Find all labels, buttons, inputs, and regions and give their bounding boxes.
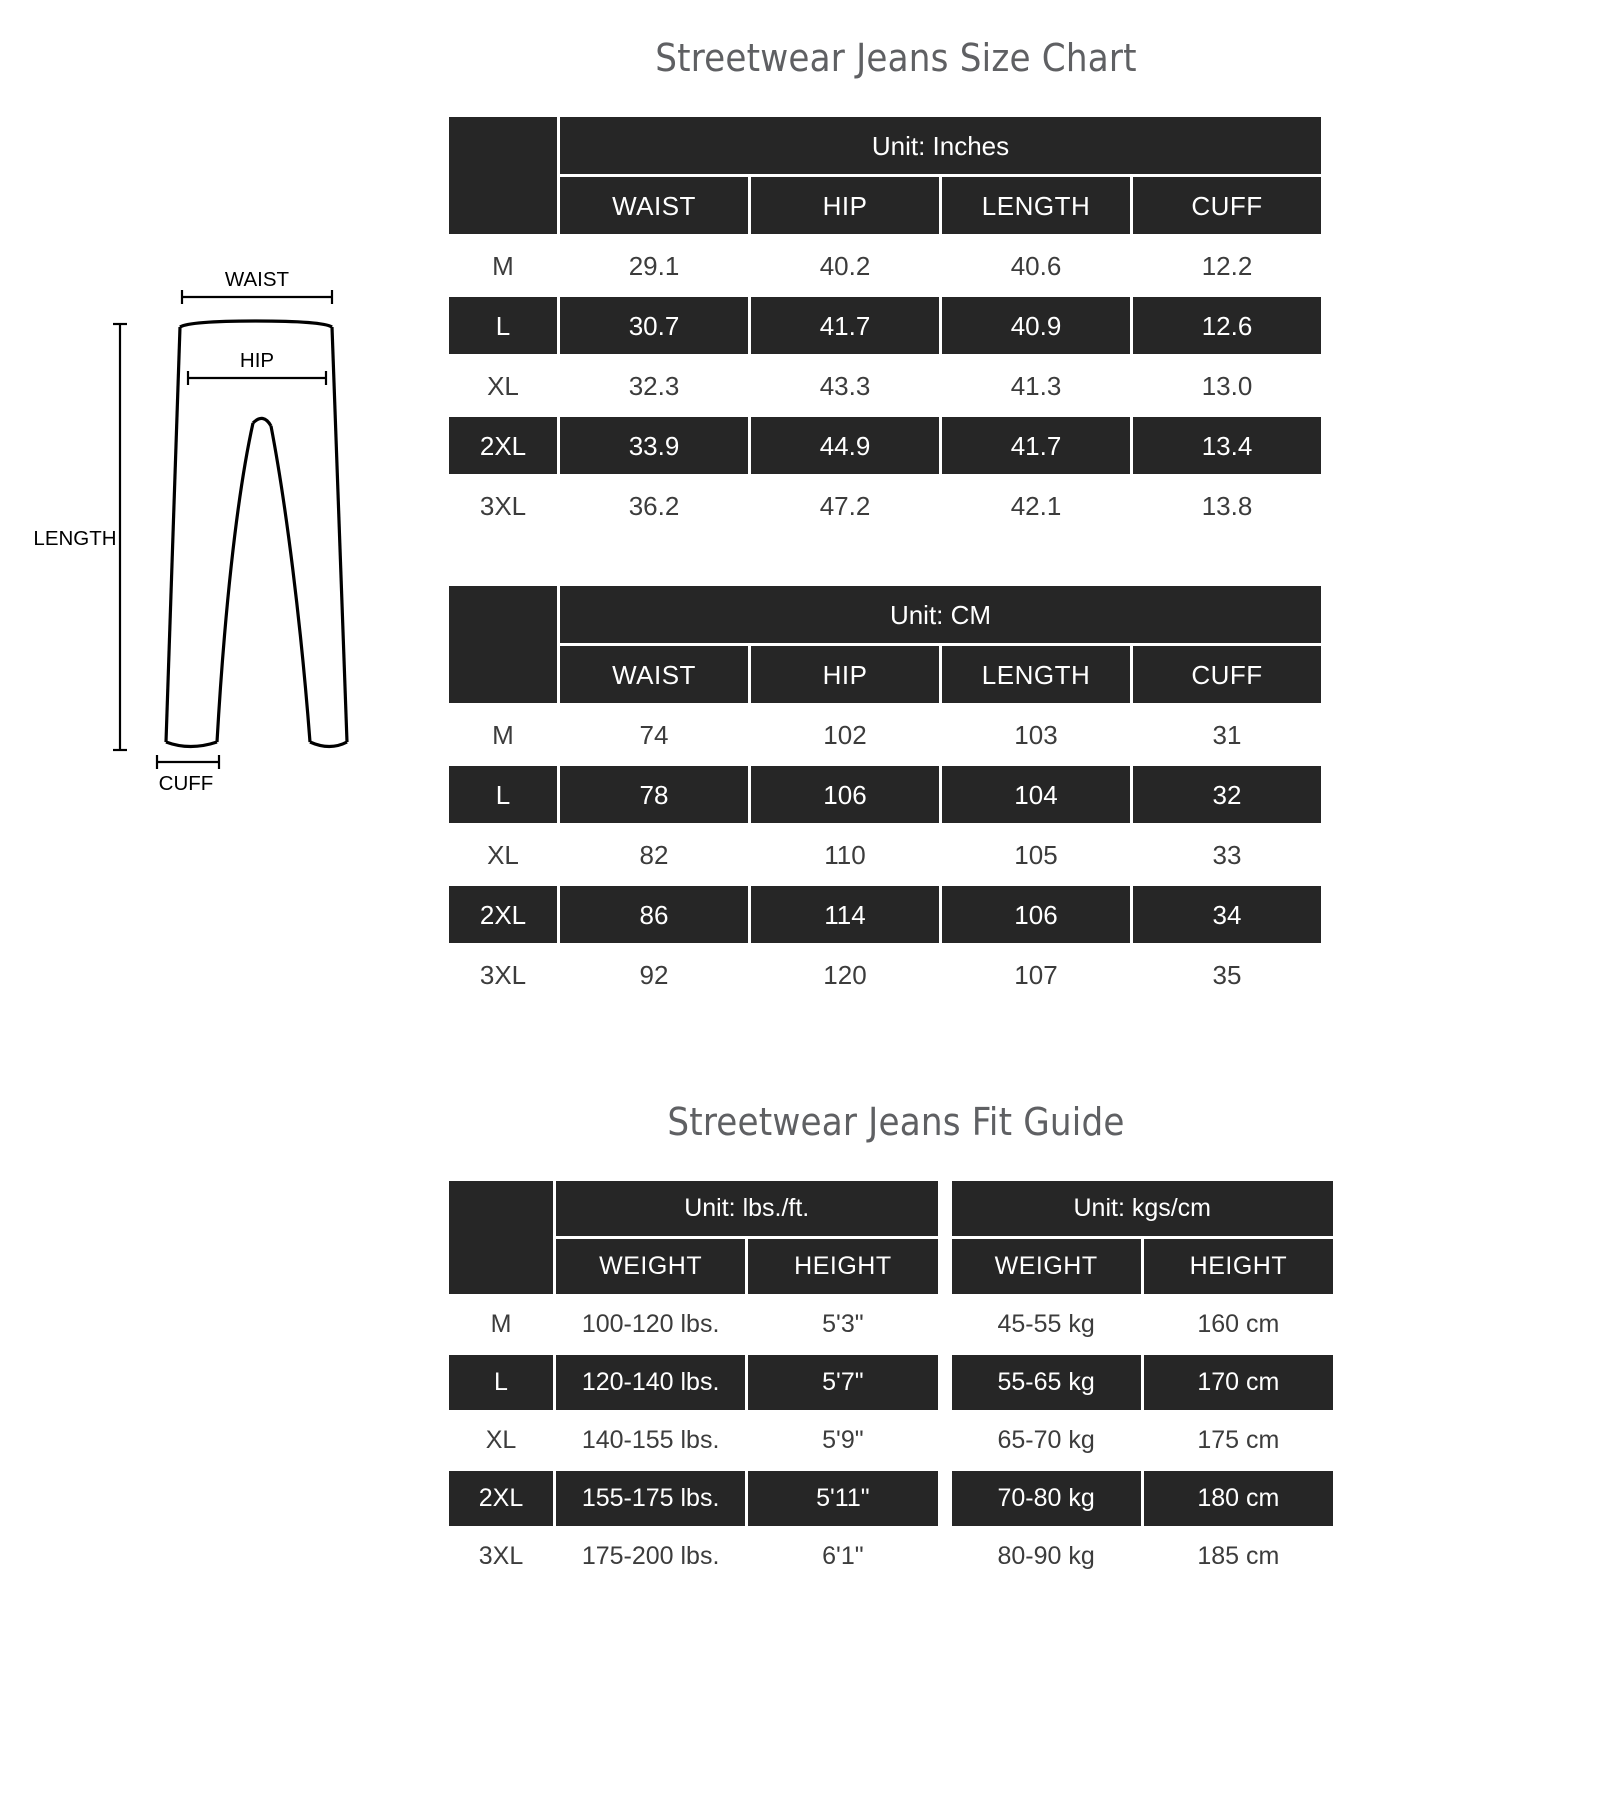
table-row [449, 946, 1321, 1003]
unit-header-row [449, 586, 1321, 643]
measurement-cell: 32 [1133, 766, 1321, 823]
table-row [449, 417, 1321, 474]
measurement-cell: 13.0 [1133, 357, 1321, 414]
unit-label: Unit: Inches [560, 117, 1321, 174]
fit-value-cell: 55-65 kg [952, 1355, 1141, 1410]
fit-value-cell: 160 cm [1144, 1297, 1333, 1352]
measurement-cell: 35 [1133, 946, 1321, 1003]
measurement-cell: 107 [942, 946, 1130, 1003]
size-cell: 3XL [449, 477, 557, 534]
table-row [449, 1471, 1333, 1526]
measurement-cell: 34 [1133, 886, 1321, 943]
hip-label: HIP [239, 349, 275, 372]
table-gap [446, 537, 1346, 583]
table-row [449, 1355, 1333, 1410]
measurement-cell: 30.7 [560, 297, 748, 354]
measurement-cell: 105 [942, 826, 1130, 883]
jeans-outline [166, 321, 347, 747]
table-row [449, 826, 1321, 883]
measurement-cell: 13.4 [1133, 417, 1321, 474]
column-header-waist: WAIST [560, 177, 748, 234]
measurement-cell: 78 [560, 766, 748, 823]
column-header-length: LENGTH [942, 177, 1130, 234]
measurement-cell: 103 [942, 706, 1130, 763]
size-cell: 2XL [449, 886, 557, 943]
measurement-cell: 110 [751, 826, 939, 883]
column-header-weight-kg: WEIGHT [952, 1239, 1141, 1294]
size-cell: XL [449, 826, 557, 883]
measurement-cell: 86 [560, 886, 748, 943]
cuff-label: CUFF [158, 772, 214, 795]
size-cell: L [449, 297, 557, 354]
corner-cell [449, 586, 557, 703]
measurement-cell: 106 [942, 886, 1130, 943]
fit-value-cell: 5'9" [748, 1413, 937, 1468]
unit-group-metric: Unit: kgs/cm [952, 1181, 1334, 1236]
fit-value-cell: 80-90 kg [952, 1529, 1141, 1584]
size-cell: L [449, 1355, 553, 1410]
unit-header-row [449, 1181, 1333, 1236]
size-cell: M [449, 706, 557, 763]
fit-value-cell: 100-120 lbs. [556, 1297, 745, 1352]
column-header-cuff: CUFF [1133, 646, 1321, 703]
corner-cell [449, 117, 557, 234]
measurement-cell: 106 [751, 766, 939, 823]
column-header-length: LENGTH [942, 646, 1130, 703]
table-row [449, 237, 1321, 294]
table-row [449, 1297, 1333, 1352]
hip-dimension-line [188, 371, 326, 385]
waist-label: WAIST [224, 268, 290, 291]
measurement-cell: 40.6 [942, 237, 1130, 294]
column-header-row [449, 177, 1321, 234]
measurement-cell: 32.3 [560, 357, 748, 414]
column-header-weight-lbs: WEIGHT [556, 1239, 745, 1294]
waist-dimension-line [182, 290, 332, 304]
fit-value-cell: 175-200 lbs. [556, 1529, 745, 1584]
fit-value-cell: 170 cm [1144, 1355, 1333, 1410]
fit-value-cell: 70-80 kg [952, 1471, 1141, 1526]
column-header-height-cm: HEIGHT [1144, 1239, 1333, 1294]
table-row [449, 477, 1321, 534]
table-row [449, 1529, 1333, 1584]
cuff-dimension-line [157, 755, 219, 769]
measurement-cell: 40.9 [942, 297, 1130, 354]
measurement-cell: 120 [751, 946, 939, 1003]
table-row [449, 766, 1321, 823]
section-gap [446, 1006, 1346, 1100]
measurement-cell: 41.7 [751, 297, 939, 354]
measurement-cell: 114 [751, 886, 939, 943]
size-cell: M [449, 1297, 553, 1352]
group-spacer [941, 1181, 949, 1294]
measurement-cell: 47.2 [751, 477, 939, 534]
measurement-cell: 33.9 [560, 417, 748, 474]
column-header-hip: HIP [751, 177, 939, 234]
measurement-cell: 42.1 [942, 477, 1130, 534]
table-row [449, 297, 1321, 354]
measurement-cell: 74 [560, 706, 748, 763]
fit-value-cell: 155-175 lbs. [556, 1471, 745, 1526]
size-cell: L [449, 766, 557, 823]
group-spacer [941, 1471, 949, 1526]
size-table-inches [446, 114, 1324, 537]
column-header-waist: WAIST [560, 646, 748, 703]
jeans-measurement-diagram [10, 268, 440, 830]
fit-value-cell: 5'7" [748, 1355, 937, 1410]
table-row [449, 1413, 1333, 1468]
length-label: LENGTH [33, 527, 117, 550]
fit-value-cell: 65-70 kg [952, 1413, 1141, 1468]
fit-value-cell: 175 cm [1144, 1413, 1333, 1468]
size-cell: 3XL [449, 1529, 553, 1584]
fit-value-cell: 6'1" [748, 1529, 937, 1584]
fit-value-cell: 5'3" [748, 1297, 937, 1352]
size-cell: 3XL [449, 946, 557, 1003]
corner-cell [449, 1181, 553, 1294]
table-row [449, 357, 1321, 414]
unit-label: Unit: CM [560, 586, 1321, 643]
table-row [449, 706, 1321, 763]
fit-value-cell: 5'11" [748, 1471, 937, 1526]
column-header-row [449, 1239, 1333, 1294]
column-header-height-ft: HEIGHT [748, 1239, 937, 1294]
measurement-cell: 82 [560, 826, 748, 883]
group-spacer [941, 1413, 949, 1468]
measurement-cell: 102 [751, 706, 939, 763]
size-cell: XL [449, 357, 557, 414]
measurement-cell: 41.7 [942, 417, 1130, 474]
measurement-cell: 12.2 [1133, 237, 1321, 294]
measurement-cell: 31 [1133, 706, 1321, 763]
measurement-cell: 33 [1133, 826, 1321, 883]
measurement-cell: 29.1 [560, 237, 748, 294]
size-cell: XL [449, 1413, 553, 1468]
measurement-cell: 43.3 [751, 357, 939, 414]
size-cell: M [449, 237, 557, 294]
fit-value-cell: 185 cm [1144, 1529, 1333, 1584]
size-cell: 2XL [449, 1471, 553, 1526]
fit-value-cell: 180 cm [1144, 1471, 1333, 1526]
fit-value-cell: 140-155 lbs. [556, 1413, 745, 1468]
group-spacer [941, 1297, 949, 1352]
fit-guide-title: Streetwear Jeans Fit Guide [667, 1100, 1125, 1144]
group-spacer [941, 1529, 949, 1584]
measurement-cell: 12.6 [1133, 297, 1321, 354]
unit-group-imperial: Unit: lbs./ft. [556, 1181, 938, 1236]
column-header-cuff: CUFF [1133, 177, 1321, 234]
unit-header-row [449, 117, 1321, 174]
fit-guide-table [446, 1178, 1336, 1587]
measurement-cell: 40.2 [751, 237, 939, 294]
table-row [449, 886, 1321, 943]
column-header-hip: HIP [751, 646, 939, 703]
column-header-row [449, 646, 1321, 703]
size-table-cm [446, 583, 1324, 1006]
measurement-cell: 92 [560, 946, 748, 1003]
measurement-cell: 41.3 [942, 357, 1130, 414]
fit-value-cell: 120-140 lbs. [556, 1355, 745, 1410]
fit-value-cell: 45-55 kg [952, 1297, 1141, 1352]
charts-column [446, 36, 1346, 1587]
size-chart-title: Streetwear Jeans Size Chart [655, 36, 1137, 80]
measurement-cell: 36.2 [560, 477, 748, 534]
measurement-cell: 104 [942, 766, 1130, 823]
group-spacer [941, 1355, 949, 1410]
size-cell: 2XL [449, 417, 557, 474]
measurement-cell: 44.9 [751, 417, 939, 474]
measurement-cell: 13.8 [1133, 477, 1321, 534]
